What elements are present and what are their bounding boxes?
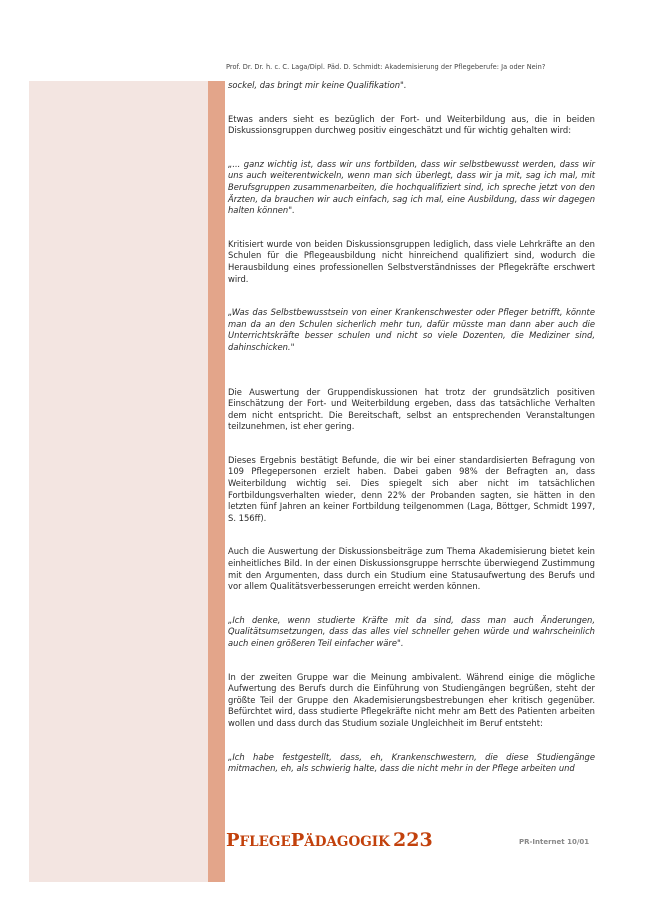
page-number: 223 <box>393 829 433 851</box>
paragraph-quote: „... ganz wichtig ist, dass wir uns fortbilden, dass wir selbstbewusst werden, dass wir uns auch weiterentwickeln, wenn man sich überlegt, dass wir ja mit, sag ich mal, mit Berufsgruppen zusammenarbeiten, die hochqualifiziert sind, ich spreche jetzt von den Ärzten, da brauchen wir auch einfach, sag ich mal, eine Ausbildung, dass wir dagegen halten können". <box>228 158 595 216</box>
paragraph: Auch die Auswertung der Diskussionsbeiträge zum Thema Akademisierung bietet kein einheitliches Bild. In der einen Diskussionsgruppe herrschte überwiegend Zustimmung mit den Argumenten, dass durch ein Studium eine Statusaufwertung des Berufs und vor allem Qualitätsverbesserungen erreicht werden können. <box>228 546 595 592</box>
logo-text: ÄDAGOGIK <box>304 834 390 850</box>
sidebar-panel <box>29 81 225 882</box>
paragraph: Dieses Ergebnis bestätigt Befunde, die wir bei einer standardisierten Befragung von 109 Pflegepersonen erzielt haben. Dabei gaben 98% der Befragten an, dass Weiterbildung wichtig sei. Dies spiegelt sich aber nicht im tatsächlichen Fortbildungsverhalten wieder, denn 22% der Probanden sagten, sie hätten in den letzten fünf Jahren an keiner Fortbildung teilgenommen (Laga, Böttger, Schmidt 1997, S. 156ff). <box>228 454 595 523</box>
logo-letter: P <box>290 830 305 851</box>
paragraph-quote: sockel, das bringt mir keine Qualifikation". <box>228 80 407 90</box>
issue-label: PR-Internet 10/01 <box>519 838 590 846</box>
running-header: Prof. Dr. Dr. h. c. C. Laga/Dipl. Päd. D. Schmidt: Akademisierung der Pflegeberufe: Ja oder Nein? <box>226 63 546 71</box>
paragraph: Kritisiert wurde von beiden Diskussionsgruppen lediglich, dass viele Lehrkräfte an den Schulen für die Pflegeausbildung nicht hinreichend qualifiziert sind, wodurch die Herausbildung eines professionellen Selbstverständnisses der Pflegekräfte erschwert wird. <box>228 238 595 284</box>
paragraph: Etwas anders sieht es bezüglich der Fort- und Weiterbildung aus, die in beiden Diskussionsgruppen durchweg positiv eingeschätzt und für wichtig gehalten wird: <box>228 113 595 136</box>
paragraph: In der zweiten Gruppe war die Meinung ambivalent. Während einige die mögliche Aufwertung des Berufs durch die Einführung von Studiengängen begrüßen, steht der größte Teil der Gruppe den Akademisierungsbestrebungen eher kritisch gegenüber. Befürchtet wird, dass studierte Pflegekräfte nicht mehr am Bett des Patienten arbeiten wollen und dass durch das Studium soziale Ungleichheit im Beruf entsteht: <box>228 671 595 728</box>
article-body <box>228 80 595 775</box>
paragraph-quote: „Ich denke, wenn studierte Kräfte mit da sind, dass man auch Änderungen, Qualitätsumsetzungen, dass das alles viel schneller gehen würde und wahrscheinlich auch einen größeren Teil einfacher wäre". <box>228 614 595 648</box>
paragraph-quote: „Ich habe festgestellt, dass, eh, Krankenschwestern, die diese Studiengänge mitmachen, eh, als schwierig halte, dass die nicht mehr in der Pflege arbeiten und <box>228 751 595 774</box>
logo-text: FLEGE <box>239 834 291 850</box>
journal-logo <box>226 830 390 851</box>
sidebar-accent-stripe <box>208 81 225 882</box>
logo-letter: P <box>226 830 240 851</box>
paragraph-quote: „Was das Selbstbewusstsein von einer Krankenschwester oder Pfleger betrifft, könnte man da an den Schulen sicherlich mehr tun, dafür müsste man dann aber auch die Unterrichtskräfte besser schulen und nicht so viele Dozenten, die Mediziner sind, dahinschicken." <box>228 307 595 352</box>
paragraph: Die Auswertung der Gruppendiskussionen hat trotz der grundsätzlich positiven Einschätzung der Fort- und Weiterbildung ergeben, dass das tatsächliche Verhalten dem nicht entspricht. Die Bereitschaft, selbst an entsprechenden Veranstaltungen teilzunehmen, ist eher gering. <box>228 386 595 432</box>
